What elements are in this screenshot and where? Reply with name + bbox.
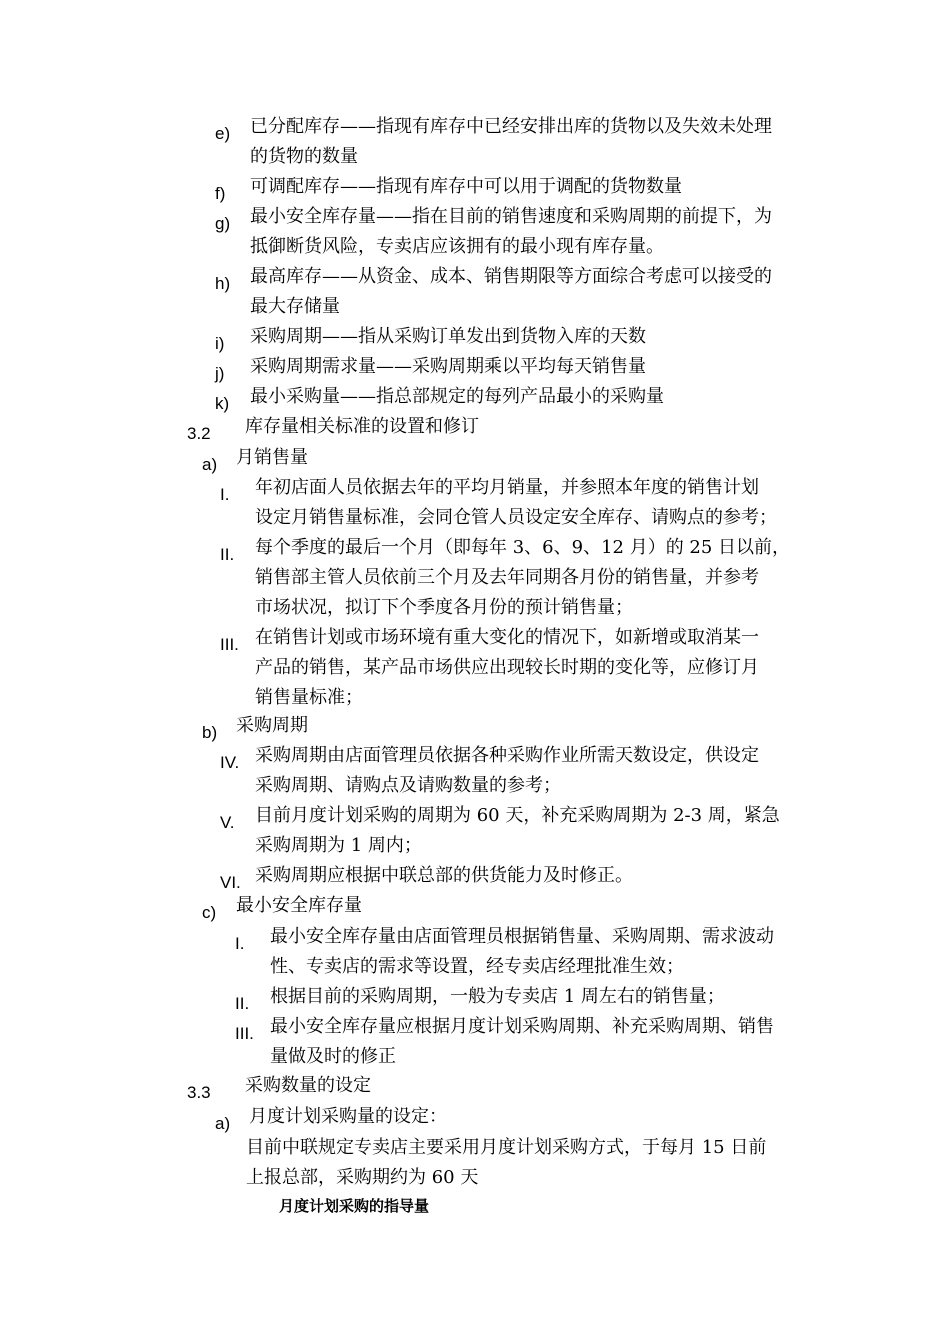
- list-marker: e): [215, 124, 231, 143]
- list-item: [0, 623, 950, 653]
- subsection-heading: [0, 891, 950, 921]
- item-text-continued: [0, 563, 950, 593]
- roman-marker: III.: [220, 635, 239, 654]
- item-text: 量做及时的修正: [270, 1046, 396, 1067]
- list-marker: b): [202, 723, 218, 742]
- list-item: [0, 1012, 950, 1042]
- definition-text: 已分配库存——指现有库存中已经安排出库的货物以及失效未处理: [250, 116, 772, 137]
- list-marker: a): [215, 1114, 231, 1133]
- roman-marker: IV.: [220, 753, 240, 772]
- list-item: [0, 801, 950, 831]
- definition-item: [0, 172, 950, 202]
- roman-marker: I.: [220, 485, 230, 504]
- item-text-continued: [0, 593, 950, 623]
- item-text-continued: [0, 771, 950, 801]
- definition-text-continued: [0, 232, 950, 262]
- list-marker: i): [215, 334, 225, 353]
- subsection-title: 月度计划采购量的设定：: [249, 1106, 447, 1127]
- subsection-title: 月销售量: [236, 447, 308, 468]
- definition-item: [0, 262, 950, 292]
- item-text-continued: [0, 1042, 950, 1072]
- list-marker: k): [215, 394, 230, 413]
- item-text: 每个季度的最后一个月（即每年 3、6、9、12 月）的 25 日以前，: [255, 537, 791, 558]
- item-text: 年初店面人员依据去年的平均月销量，并参照本年度的销售计划: [255, 477, 759, 498]
- definition-text: 最小采购量——指总部规定的每列产品最小的采购量: [250, 386, 664, 407]
- roman-marker: VI.: [220, 873, 241, 892]
- roman-marker: III.: [235, 1024, 254, 1043]
- section-heading: [0, 1071, 950, 1101]
- section-heading: [0, 412, 950, 442]
- list-item: [0, 741, 950, 771]
- list-item: [0, 922, 950, 952]
- list-marker: c): [202, 903, 217, 922]
- item-text: 目前月度计划采购的周期为 60 天，补充采购周期为 2-3 周，紧急: [255, 805, 780, 826]
- item-text-continued: [0, 683, 950, 713]
- item-text: 产品的销售，某产品市场供应出现较长时期的变化等，应修订月: [255, 657, 759, 678]
- section-number: 3.3: [187, 1083, 211, 1102]
- subsection-heading: [0, 711, 950, 741]
- paragraph-continued: [0, 1163, 950, 1193]
- definition-item: [0, 202, 950, 232]
- item-text-continued: [0, 653, 950, 683]
- item-text: 采购周期应根据中联总部的供货能力及时修正。: [255, 865, 633, 886]
- item-text-continued: [0, 831, 950, 861]
- list-marker: f): [215, 184, 226, 203]
- definition-item: [0, 112, 950, 142]
- list-item: [0, 533, 950, 563]
- item-text: 最小安全库存量由店面管理员根据销售量、采购周期、需求波动: [270, 926, 774, 947]
- item-text: 采购周期为 1 周内；: [255, 835, 422, 856]
- item-text: 最小安全库存量应根据月度计划采购周期、补充采购周期、销售: [270, 1016, 774, 1037]
- item-text-continued: [0, 952, 950, 982]
- definition-text: 采购周期需求量——采购周期乘以平均每天销售量: [250, 356, 646, 377]
- definition-text: 的货物的数量: [250, 146, 358, 167]
- subsection-heading: [0, 1102, 950, 1132]
- section-title: 库存量相关标准的设置和修订: [245, 416, 479, 437]
- roman-marker: V.: [220, 813, 235, 832]
- list-marker: a): [202, 455, 218, 474]
- section-title: 采购数量的设定: [245, 1075, 371, 1096]
- paragraph-text: 上报总部，采购期约为 60 天: [246, 1167, 479, 1188]
- list-item: [0, 861, 950, 891]
- table-caption: [0, 1191, 950, 1221]
- item-text: 销售部主管人员依前三个月及去年同期各月份的销售量，并参考: [255, 567, 759, 588]
- list-marker: g): [215, 214, 231, 233]
- roman-marker: II.: [220, 545, 235, 564]
- list-marker: j): [215, 364, 225, 383]
- list-item: [0, 473, 950, 503]
- section-number: 3.2: [187, 424, 211, 443]
- table-caption-text: 月度计划采购的指导量: [279, 1197, 430, 1215]
- item-text: 根据目前的采购周期，一般为专卖店 1 周左右的销售量；: [270, 986, 725, 1007]
- paragraph-text: 目前中联规定专卖店主要采用月度计划采购方式，于每月 15 日前: [246, 1137, 767, 1158]
- definition-item: [0, 352, 950, 382]
- item-text: 在销售计划或市场环境有重大变化的情况下，如新增或取消某一: [255, 627, 759, 648]
- subsection-heading: [0, 443, 950, 473]
- item-text-continued: [0, 503, 950, 533]
- roman-marker: II.: [235, 994, 250, 1013]
- definition-text: 最高库存——从资金、成本、销售期限等方面综合考虑可以接受的: [250, 266, 772, 287]
- definition-text: 采购周期——指从采购订单发出到货物入库的天数: [250, 326, 646, 347]
- subsection-title: 采购周期: [236, 715, 308, 736]
- item-text: 设定月销售量标准，会同仓管人员设定安全库存、请购点的参考；: [255, 507, 777, 528]
- definition-item: [0, 322, 950, 352]
- roman-marker: I.: [235, 934, 245, 953]
- definition-item: [0, 382, 950, 412]
- item-text: 采购周期、请购点及请购数量的参考；: [255, 775, 561, 796]
- item-text: 采购周期由店面管理员依据各种采购作业所需天数设定，供设定: [255, 745, 759, 766]
- list-marker: h): [215, 274, 231, 293]
- definition-text: 最大存储量: [250, 296, 340, 317]
- item-text: 销售量标准；: [255, 687, 363, 708]
- definition-text-continued: [0, 142, 950, 172]
- definition-text: 抵御断货风险，专卖店应该拥有的最小现有库存量。: [250, 236, 664, 257]
- item-text: 性、专卖店的需求等设置，经专卖店经理批准生效；: [270, 956, 684, 977]
- definition-text-continued: [0, 292, 950, 322]
- definition-text: 最小安全库存量——指在目前的销售速度和采购周期的前提下，为: [250, 206, 772, 227]
- definition-text: 可调配库存——指现有库存中可以用于调配的货物数量: [250, 176, 682, 197]
- item-text: 市场状况，拟订下个季度各月份的预计销售量；: [255, 597, 633, 618]
- paragraph: [0, 1133, 950, 1163]
- list-item: [0, 982, 950, 1012]
- subsection-title: 最小安全库存量: [236, 895, 362, 916]
